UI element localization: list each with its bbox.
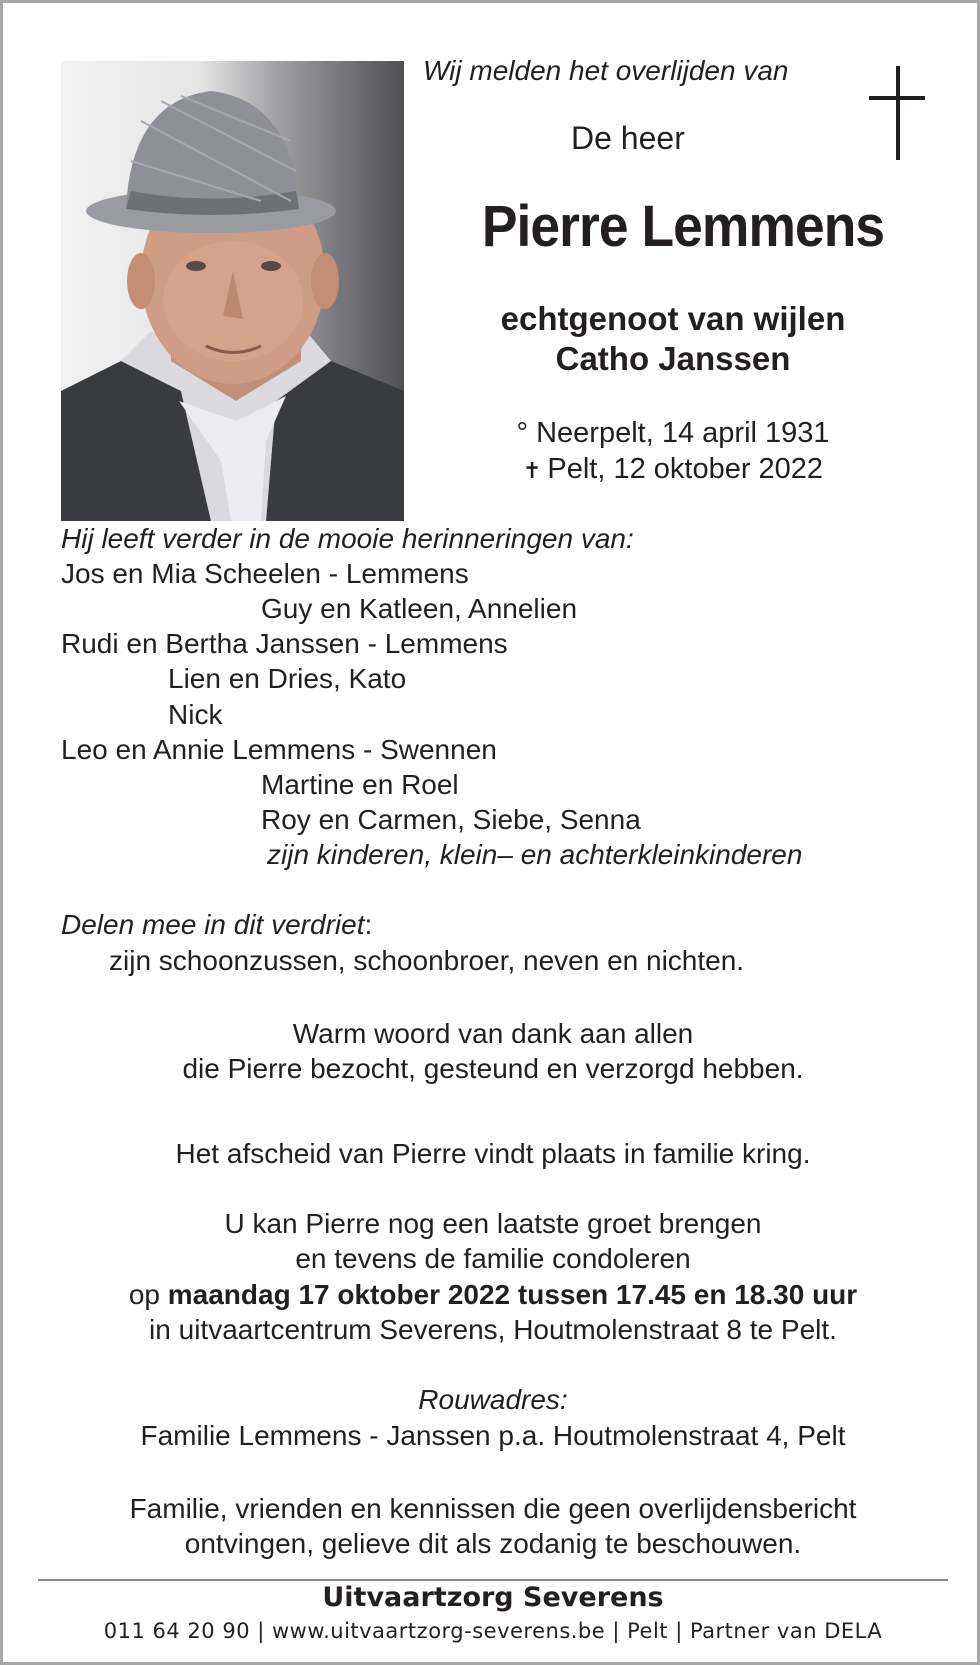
funeral-company-contact: 011 64 20 90 | www.uitvaartzorg-severens.be | Pelt | Partner van DELA — [103, 1619, 883, 1643]
sharing-heading: Delen mee in dit verdriet — [61, 909, 365, 940]
birth-date: ° Neerpelt, 14 april 1931 — [516, 417, 830, 449]
death-date-line — [433, 451, 913, 489]
dagger-icon: ✝ — [522, 458, 542, 483]
visit-line-1: U kan Pierre nog een laatste groet brengen — [224, 1208, 762, 1239]
portrait-photo — [61, 61, 404, 521]
family-heading: Hij leeft verder in de mooie herinneringen van: — [61, 523, 634, 554]
sharing-heading-line — [61, 907, 372, 942]
family-line: Rudi en Bertha Janssen - Lemmens — [61, 628, 508, 659]
farewell-text: Het afscheid van Pierre vindt plaats in familie kring. — [175, 1138, 811, 1169]
visit-prefix: op — [128, 1279, 160, 1310]
sharing-text: zijn schoonzussen, schoonbroer, neven en nichten. — [109, 945, 745, 976]
family-line: Leo en Annie Lemmens - Swennen — [61, 734, 497, 765]
family-line: Martine en Roel — [261, 769, 459, 800]
sharing-colon: : — [364, 909, 373, 940]
dates-block — [433, 415, 913, 489]
family-line: Lien en Dries, Kato — [168, 663, 407, 694]
cross-icon-bar — [869, 96, 925, 100]
final-note-line-1: Familie, vrienden en kennissen die geen overlijdensbericht — [129, 1493, 857, 1524]
honorific: De heer — [571, 120, 685, 156]
cross-icon — [896, 66, 900, 160]
address-text: Familie Lemmens - Janssen p.a. Houtmolenstraat 4, Pelt — [140, 1420, 846, 1451]
deceased-name: Pierre Lemmens — [481, 194, 885, 259]
footer-divider — [38, 1579, 948, 1581]
final-note-line-2: ontvingen, gelieve dit als zodanig te beschouwen. — [184, 1528, 802, 1559]
thanks-line-2: die Pierre bezocht, gesteund en verzorgd hebben. — [182, 1053, 804, 1084]
spouse-line-2: Catho Janssen — [555, 340, 791, 377]
funeral-company-name: Uitvaartzorg Severens — [322, 1582, 664, 1613]
portrait-illustration — [61, 61, 404, 521]
death-date: Pelt, 12 oktober 2022 — [547, 453, 824, 485]
spouse-line-1: echtgenoot van wijlen — [500, 300, 846, 337]
address-heading: Rouwadres: — [418, 1384, 568, 1415]
spouse-block — [433, 299, 913, 379]
visit-line-2: en tevens de familie condoleren — [295, 1243, 691, 1274]
visit-datetime: maandag 17 oktober 2022 tussen 17.45 en 18.30 uur — [167, 1279, 858, 1310]
family-line: Jos en Mia Scheelen - Lemmens — [61, 558, 469, 589]
announcement-intro: Wij melden het overlijden van — [423, 55, 789, 86]
family-closing: zijn kinderen, klein– en achterkleinkinderen — [267, 839, 803, 870]
visit-line-3 — [3, 1277, 980, 1312]
family-line: Guy en Katleen, Annelien — [261, 593, 578, 624]
visit-line-4: in uitvaartcentrum Severens, Houtmolenstraat 8 te Pelt. — [149, 1314, 837, 1345]
thanks-line-1: Warm woord van dank aan allen — [292, 1018, 694, 1049]
family-line: Roy en Carmen, Siebe, Senna — [261, 804, 641, 835]
family-line: Nick — [168, 699, 223, 730]
